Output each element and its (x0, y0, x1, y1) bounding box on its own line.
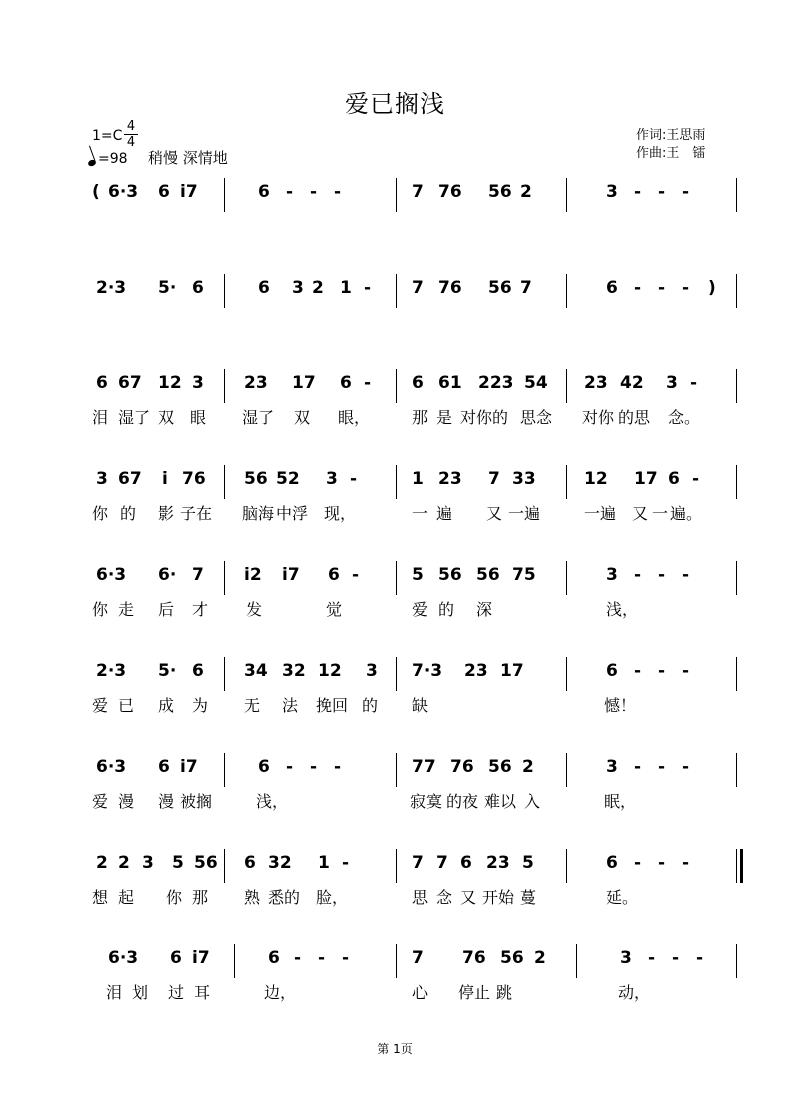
barline (576, 944, 577, 978)
time-sig-bottom: 4 (126, 135, 136, 150)
lyric: 是 (436, 408, 453, 427)
note: 7·3 (412, 661, 443, 681)
note: - (658, 278, 666, 298)
lyric: 一 (412, 504, 429, 523)
barline (566, 657, 567, 691)
note: - (286, 182, 294, 202)
note: 33 (512, 469, 536, 489)
note: - (682, 757, 690, 777)
note: - (634, 853, 642, 873)
lyric: 的 (438, 600, 455, 619)
lyric: 难以 (484, 792, 517, 811)
note: - (658, 565, 666, 585)
lyrics-line (0, 789, 790, 813)
credits (636, 127, 705, 163)
lyric: 泪 (92, 408, 109, 427)
lyric: 发 (246, 600, 263, 619)
note: 6·3 (96, 565, 127, 585)
note: - (364, 278, 372, 298)
note: 5· (158, 661, 177, 681)
lyric: 的 (362, 696, 379, 715)
note: 7 (412, 182, 424, 202)
note: - (634, 182, 642, 202)
lyric: 又 (460, 888, 477, 907)
note: 3 (606, 565, 618, 585)
lyric: 思 (412, 888, 429, 907)
note: 52 (276, 469, 300, 489)
note: 67 (118, 469, 142, 489)
note: 3 (96, 469, 108, 489)
lyric: 浅， (256, 792, 289, 811)
lyric: 延。 (606, 888, 639, 907)
barline (566, 849, 567, 883)
barline (566, 561, 567, 595)
note: - (310, 757, 318, 777)
note: 2·3 (96, 278, 127, 298)
note: 56 (500, 948, 524, 968)
lyricist: 作词:王思雨 (636, 128, 706, 143)
note: 6 (668, 469, 680, 489)
note: 76 (182, 469, 206, 489)
notes-line (0, 948, 790, 978)
barline (566, 753, 567, 787)
note: 5 (172, 853, 184, 873)
lyric: 才 (192, 600, 209, 619)
note: 223 (478, 373, 514, 393)
note: 1 (318, 853, 330, 873)
note: 7 (412, 278, 424, 298)
note: - (364, 373, 372, 393)
note: - (318, 948, 326, 968)
note: 17 (500, 661, 524, 681)
lyric: 湿了 (242, 408, 275, 427)
lyric: 跳 (496, 983, 513, 1002)
lyric: 中浮 (276, 504, 309, 523)
note: - (696, 948, 704, 968)
lyric: 憾！ (604, 696, 637, 715)
note: 2 (118, 853, 130, 873)
note: 75 (512, 565, 536, 585)
lyric: 你 (92, 504, 109, 523)
barline (396, 657, 397, 691)
barline (736, 944, 737, 978)
lyric: 已 (118, 696, 135, 715)
barline (396, 944, 397, 978)
note: - (310, 182, 318, 202)
barline (566, 369, 567, 403)
note: 6 (606, 278, 618, 298)
lyric: 你 (166, 888, 183, 907)
barline (224, 369, 225, 403)
note: 3 (606, 182, 618, 202)
note: 56 (244, 469, 268, 489)
note: 76 (438, 182, 462, 202)
lyric: 停止 (458, 983, 491, 1002)
note: 67 (118, 373, 142, 393)
lyric: 耳 (194, 983, 211, 1002)
note: - (634, 757, 642, 777)
notes-line (0, 757, 790, 787)
note: 3 (666, 373, 678, 393)
lyric: 熟 (244, 888, 261, 907)
expression-marking: 稍慢 深情地 (148, 149, 228, 167)
barline (566, 274, 567, 308)
note: 3 (326, 469, 338, 489)
barline (224, 178, 225, 212)
note: 42 (620, 373, 644, 393)
note: 6 (328, 565, 340, 585)
lyric: 念 (436, 888, 453, 907)
note: - (658, 661, 666, 681)
barline (396, 274, 397, 308)
note: 2·3 (96, 661, 127, 681)
note: 7 (192, 565, 204, 585)
barline (566, 178, 567, 212)
notes-line (0, 278, 790, 308)
note: 17 (634, 469, 658, 489)
note: 5 (412, 565, 424, 585)
note: 32 (268, 853, 292, 873)
note: 23 (464, 661, 488, 681)
barline (736, 369, 737, 403)
lyric: 现， (324, 504, 357, 523)
notes-line (0, 469, 790, 499)
lyric: 一遍 (508, 504, 541, 523)
lyric: 双 (158, 408, 175, 427)
note: 6 (606, 661, 618, 681)
note: i7 (180, 757, 198, 777)
note: - (634, 278, 642, 298)
lyric: 眼， (338, 408, 371, 427)
note: i7 (192, 948, 210, 968)
lyric: 觉 (326, 600, 343, 619)
lyric: 遍 (436, 504, 453, 523)
lyric: 一遍 (584, 504, 617, 523)
note: - (334, 757, 342, 777)
note: 3 (606, 757, 618, 777)
quarter-note-icon (87, 159, 97, 167)
note: - (682, 565, 690, 585)
lyrics-line (0, 214, 790, 238)
lyric: 开始 (482, 888, 515, 907)
note: 3 (620, 948, 632, 968)
note: 56 (438, 565, 462, 585)
barline (396, 178, 397, 212)
lyric: 影 (158, 504, 175, 523)
barline (736, 849, 737, 883)
note: 2 (96, 853, 108, 873)
lyric: 悉的 (268, 888, 301, 907)
note: 3 (192, 373, 204, 393)
note: - (690, 373, 698, 393)
barline (224, 274, 225, 308)
barline (736, 465, 737, 499)
note: 2 (522, 757, 534, 777)
barline (396, 849, 397, 883)
lyric: 遍。 (670, 504, 703, 523)
lyric: 湿了 (118, 408, 151, 427)
note: 23 (244, 373, 268, 393)
barline (736, 753, 737, 787)
note: - (342, 948, 350, 968)
note: 6 (258, 278, 270, 298)
barline (736, 274, 737, 308)
barline (224, 465, 225, 499)
lyric: 眠， (604, 792, 637, 811)
note: 12 (584, 469, 608, 489)
lyric: 一 (652, 504, 669, 523)
lyric: 想 (92, 888, 109, 907)
note: - (682, 182, 690, 202)
note: 6 (158, 757, 170, 777)
note: 6 (340, 373, 352, 393)
barline (396, 369, 397, 403)
note: 5 (522, 853, 534, 873)
barline (224, 657, 225, 691)
lyric: 念。 (668, 408, 701, 427)
lyric: 入 (524, 792, 541, 811)
lyric: 对你 (582, 408, 615, 427)
note: 6 (258, 757, 270, 777)
note: 12 (158, 373, 182, 393)
note: 76 (450, 757, 474, 777)
note: 7 (436, 853, 448, 873)
note: - (648, 948, 656, 968)
note: 6 (460, 853, 472, 873)
barline (736, 561, 737, 595)
lyrics-line (0, 980, 790, 1004)
lyrics-line (0, 405, 790, 429)
lyric: 起 (118, 888, 135, 907)
notes-line (0, 565, 790, 595)
lyric: 心 (412, 983, 429, 1002)
lyrics-line (0, 310, 790, 334)
note: 32 (282, 661, 306, 681)
note: 6 (96, 373, 108, 393)
lyric: 动， (618, 983, 651, 1002)
note: 23 (584, 373, 608, 393)
note: 1 (340, 278, 352, 298)
note: 7 (520, 278, 532, 298)
barline (234, 944, 235, 978)
note: 23 (486, 853, 510, 873)
lyrics-line (0, 885, 790, 909)
note: 56 (488, 278, 512, 298)
note: 56 (488, 182, 512, 202)
note: 77 (412, 757, 436, 777)
lyric: 过 (168, 983, 185, 1002)
lyric: 子在 (180, 504, 213, 523)
note: - (692, 469, 700, 489)
lyric: 的夜 (446, 792, 479, 811)
note: ) (708, 278, 716, 298)
lyric: 后 (158, 600, 175, 619)
barline (224, 753, 225, 787)
note: 6·3 (96, 757, 127, 777)
lyrics-line (0, 597, 790, 621)
note: i7 (180, 182, 198, 202)
barline (736, 657, 737, 691)
note: 12 (318, 661, 342, 681)
lyric: 划 (132, 983, 149, 1002)
note: 7 (412, 853, 424, 873)
note: 56 (476, 565, 500, 585)
barline (224, 561, 225, 595)
note: 6·3 (108, 182, 139, 202)
note: - (634, 661, 642, 681)
note: - (658, 182, 666, 202)
note: 6 (158, 182, 170, 202)
note: 76 (438, 278, 462, 298)
note: 23 (438, 469, 462, 489)
note: 1 (412, 469, 424, 489)
lyric: 蔓 (520, 888, 537, 907)
note: 54 (524, 373, 548, 393)
note: 76 (462, 948, 486, 968)
lyric: 缺 (412, 696, 429, 715)
note: - (658, 757, 666, 777)
lyric: 为 (192, 696, 209, 715)
lyric: 又 (632, 504, 649, 523)
notes-line (0, 853, 790, 883)
lyric: 寂寞 (410, 792, 443, 811)
note: 6 (192, 661, 204, 681)
note: 56 (488, 757, 512, 777)
lyric: 思念 (520, 408, 553, 427)
lyric: 法 (282, 696, 299, 715)
lyric: 边， (264, 983, 297, 1002)
time-signature (124, 120, 138, 149)
lyric: 那 (412, 408, 429, 427)
barline (566, 465, 567, 499)
note: - (634, 565, 642, 585)
barline (396, 465, 397, 499)
note: - (682, 661, 690, 681)
note: - (350, 469, 358, 489)
note: 61 (438, 373, 462, 393)
lyric: 成 (158, 696, 175, 715)
note: 6 (244, 853, 256, 873)
time-sig-top: 4 (126, 119, 136, 134)
note: 34 (244, 661, 268, 681)
notes-line (0, 373, 790, 403)
notes-line (0, 182, 790, 212)
repeat-barline (740, 849, 743, 883)
lyric: 的思 (618, 408, 651, 427)
note: 6 (412, 373, 424, 393)
note: - (342, 853, 350, 873)
barline (396, 753, 397, 787)
barline (736, 178, 737, 212)
lyric: 脸， (316, 888, 349, 907)
note: 2 (534, 948, 546, 968)
song-title: 爱已搁浅 (345, 90, 445, 118)
lyric: 你 (92, 600, 109, 619)
lyric: 又 (486, 504, 503, 523)
note: - (294, 948, 302, 968)
note: 6·3 (108, 948, 139, 968)
note: - (672, 948, 680, 968)
note: 2 (520, 182, 532, 202)
note: 6 (170, 948, 182, 968)
lyric: 漫 (158, 792, 175, 811)
note: - (352, 565, 360, 585)
key-signature: 1=C (92, 128, 123, 144)
lyric: 深 (476, 600, 493, 619)
note: i7 (282, 565, 300, 585)
note: i (162, 469, 168, 489)
lyric: 爱 (92, 792, 109, 811)
note: 3 (292, 278, 304, 298)
note: 6 (606, 853, 618, 873)
note: 3 (142, 853, 154, 873)
barline (396, 561, 397, 595)
tempo-value: =98 (98, 151, 128, 167)
note: ( (92, 182, 100, 202)
lyric: 浅， (606, 600, 639, 619)
note: 7 (488, 469, 500, 489)
lyric: 双 (294, 408, 311, 427)
lyric: 的 (120, 504, 137, 523)
notes-line (0, 661, 790, 691)
note: - (658, 853, 666, 873)
note: - (334, 182, 342, 202)
note: 5· (158, 278, 177, 298)
lyric: 爱 (412, 600, 429, 619)
lyric: 走 (118, 600, 135, 619)
lyric: 眼 (190, 408, 207, 427)
note: - (682, 853, 690, 873)
lyric: 脑海 (242, 504, 275, 523)
tempo-marking (88, 151, 128, 167)
lyric: 无 (244, 696, 261, 715)
lyric: 那 (192, 888, 209, 907)
lyrics-line (0, 693, 790, 717)
note: i2 (244, 565, 262, 585)
lyric: 对你的 (460, 408, 509, 427)
page-number: 第 1页 (377, 1042, 413, 1056)
lyric: 泪 (106, 983, 123, 1002)
barline (224, 849, 225, 883)
note: 6 (268, 948, 280, 968)
note: 7 (412, 948, 424, 968)
lyric: 爱 (92, 696, 109, 715)
lyric: 被搁 (180, 792, 213, 811)
lyric: 漫 (118, 792, 135, 811)
note: 17 (292, 373, 316, 393)
note: 3 (366, 661, 378, 681)
note: 6 (192, 278, 204, 298)
lyrics-line (0, 501, 790, 525)
note: 6 (258, 182, 270, 202)
note: - (682, 278, 690, 298)
note: 6· (158, 565, 177, 585)
note: 56 (194, 853, 218, 873)
note: - (286, 757, 294, 777)
note: 2 (312, 278, 324, 298)
composer: 作曲:王 镭 (636, 146, 706, 161)
lyric: 挽回 (316, 696, 349, 715)
